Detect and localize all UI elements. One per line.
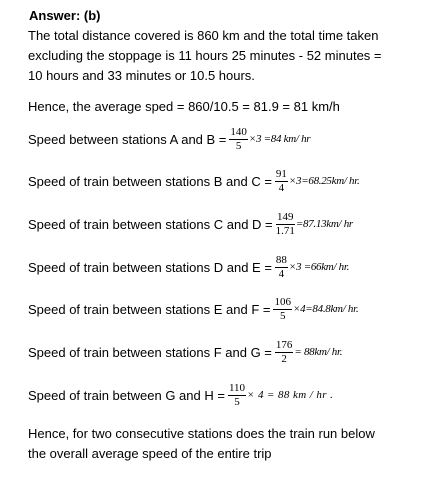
segment-row-b-c: [28, 169, 359, 194]
fraction-denominator: 4: [278, 268, 285, 280]
segment-row-c-d: [28, 212, 353, 237]
fraction-numerator: 91: [275, 168, 287, 180]
segment-result: ×4=84.8km/ hr.: [292, 303, 359, 315]
segment-label: Speed of train between stations B and C =: [28, 174, 272, 189]
fraction-denominator: 5: [234, 396, 240, 408]
segment-row-g-h: [28, 383, 333, 408]
segment-label: Speed of train between stations C and D =: [28, 217, 273, 232]
fraction-numerator: 106: [274, 296, 291, 308]
fraction: [275, 255, 288, 280]
segment-label: Speed of train between stations F and G =: [28, 345, 272, 360]
fraction: [276, 212, 295, 237]
conclusion-line-2: the overall average speed of the entire trip: [28, 446, 272, 461]
fraction: [275, 169, 288, 194]
fraction: [228, 383, 246, 408]
segment-result: ×3 =84 km/ hr: [248, 133, 311, 145]
intro-line-3: 10 hours and 33 minutes or 10.5 hours.: [28, 68, 255, 83]
fraction: [273, 297, 292, 322]
segment-label: Speed of train between stations E and F =: [28, 302, 271, 317]
segment-row-f-g: [28, 340, 342, 365]
fraction-numerator: 88: [275, 254, 287, 266]
fraction-denominator: 1.71: [275, 225, 295, 237]
fraction-denominator: 2: [281, 353, 287, 365]
segment-result: ×3 =66km/ hr.: [288, 261, 350, 273]
segment-row-e-f: [28, 297, 358, 322]
intro-line-1: The total distance covered is 860 km and the total time taken: [28, 28, 379, 43]
fraction-denominator: 5: [235, 140, 242, 152]
answer-label: Answer: (b): [29, 8, 101, 23]
fraction-numerator: 110: [228, 382, 246, 394]
fraction-numerator: 149: [277, 211, 294, 223]
conclusion-line-1: Hence, for two consecutive stations does the train run below: [28, 426, 375, 441]
fraction-denominator: 4: [278, 182, 285, 194]
segment-label: Speed of train between stations D and E =: [28, 260, 272, 275]
fraction-numerator: 140: [230, 126, 247, 138]
segment-label: Speed between stations A and B =: [28, 132, 227, 147]
average-speed-line: Hence, the average sped = 860/10.5 = 81.9 = 81 km/h: [28, 99, 340, 114]
intro-line-2: excluding the stoppage is 11 hours 25 minutes - 52 minutes =: [28, 48, 382, 63]
fraction: [229, 127, 248, 152]
segment-result: = 88km/ hr.: [294, 346, 343, 358]
fraction-denominator: 5: [279, 310, 286, 322]
segment-label: Speed of train between G and H =: [28, 388, 225, 403]
segment-result: ×3=68.25km/ hr.: [288, 175, 360, 187]
fraction-numerator: 176: [275, 339, 293, 351]
segment-row-a-b: [28, 127, 310, 152]
segment-result: =87.13km/ hr: [295, 218, 353, 230]
segment-row-d-e: [28, 255, 349, 280]
segment-result: × 4 = 88 km / hr .: [247, 389, 334, 401]
fraction: [275, 340, 294, 365]
